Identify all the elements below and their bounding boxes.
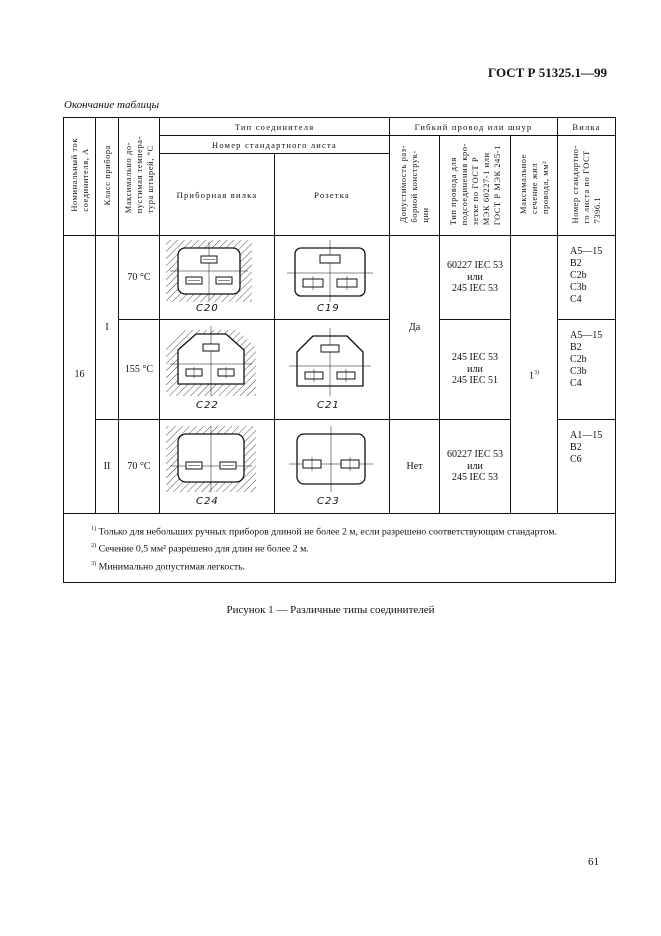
cord-row-3: 60227 IEC 53 или 245 IEC 53 [440, 420, 511, 514]
header-max-temp: Максимально до- пустимая темпера- тура штырей, °С [119, 118, 160, 236]
socket-c23-label: C23 [317, 496, 340, 507]
temp-row-2: 155 °C [119, 320, 160, 420]
plug-c22-drawing [160, 320, 275, 420]
header-flexible-cord: Гибкий провод или шнур [390, 118, 558, 136]
page-number: 61 [588, 856, 599, 868]
cord-row-1: 60227 IEC 53 или 245 IEC 53 [440, 236, 511, 320]
header-standard-sheet: Номер стандартного листа [160, 136, 390, 154]
header-max-cross-section: Максимальное сечение жил провода, мм² [511, 136, 558, 236]
gost-code: ГОСТ Р 51325.1—99 [488, 65, 607, 80]
header-plug: Вилка [558, 118, 616, 136]
footnotes [64, 514, 616, 583]
plug-c24-label: C24 [196, 496, 219, 507]
cord-row-2: 245 IEC 53 или 245 IEC 51 [440, 320, 511, 420]
socket-c21-drawing [275, 320, 390, 420]
header-plug-sheet: Номер стандартно- го листа по ГОСТ 7396.1 [558, 136, 616, 236]
header-connector-type: Тип соединителя [160, 118, 390, 136]
header-nominal-current: Номинальный ток соединителя, А [64, 118, 96, 236]
plug-sheets-row-3: A1—15 B2 C6 [558, 420, 616, 514]
plug-c20-drawing [160, 236, 275, 320]
temp-row-3: 70 °C [119, 420, 160, 514]
figure-caption: Рисунок 1 — Различные типы соединителей [226, 604, 435, 616]
temp-row-1: 70 °C [119, 236, 160, 320]
header-split-design: Допустимость раз- борной конструк- ции [390, 136, 440, 236]
header-socket: Розетка [275, 154, 390, 236]
current-value: 16 [64, 236, 96, 514]
socket-c23-drawing [275, 420, 390, 514]
split-yes: Да [390, 236, 440, 420]
connector-table [63, 117, 616, 583]
plug-c22-label: C22 [196, 400, 219, 411]
socket-c19-drawing [275, 236, 390, 320]
class-i: I [96, 236, 119, 420]
plug-c20-label: C20 [196, 303, 219, 314]
table-caption: Окончание таблицы [64, 99, 160, 111]
class-ii: II [96, 420, 119, 514]
footnote-2: $^{2)}$ Сечение 0,5 мм² разрешено для длин не более 2 м. [91, 543, 309, 555]
split-no: Нет [390, 420, 440, 514]
socket-c21-label: C21 [317, 400, 340, 411]
cross-section-value: 1$^{3)}$ [511, 236, 558, 514]
footnote-1: $^{1)}$ Только для небольших ручных приборов длиной не более 2 м, если разрешено соответствующим стандартом. [91, 526, 557, 538]
header-cord-type: Тип провода для подсоединения кро- зетке по ГОСТ Р МЭК 60227-1 или ГОСТ Р МЭК 245-1 [440, 136, 511, 236]
header-device-plug: Приборная вилка [160, 154, 275, 236]
socket-c19-label: C19 [317, 303, 340, 314]
header-device-class: Класс прибора [96, 118, 119, 236]
footnote-3: $^{3)}$ Минимально допустимая легкость. [91, 560, 246, 572]
plug-c24-drawing [160, 420, 275, 514]
plug-sheets-row-1: A5—15 B2 C2b C3b C4 [558, 236, 616, 320]
plug-sheets-row-2: A5—15 B2 C2b C3b C4 [558, 320, 616, 420]
